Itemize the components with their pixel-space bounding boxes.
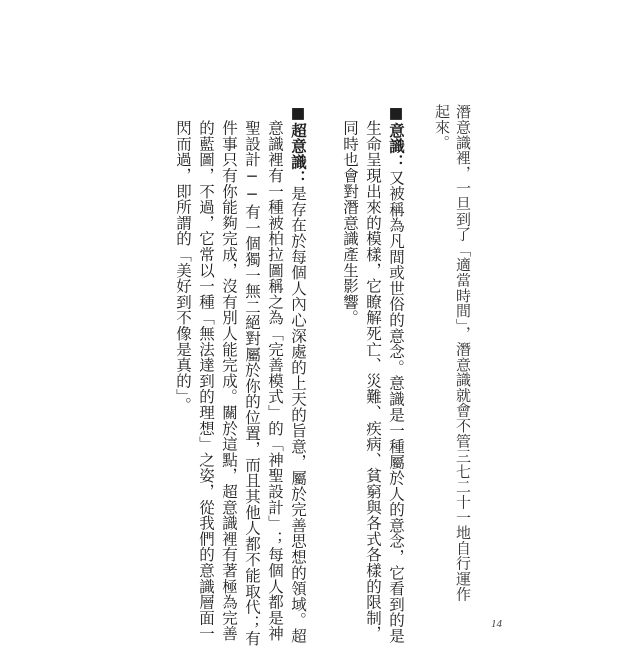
superconscious-line-2: 意識裡有一種被柏拉圖稱之為「完善模式」的「神聖設計」；每個人都是神 [266,120,284,642]
intro-line-2: 起來。 [433,104,451,150]
conscious-text-1: 又被稱為凡間或世俗的意念。意識是一種屬於人的意念，它看到的是 [387,169,405,644]
superconscious-line-4: 件事只有你能夠完成，沒有別人能完成。關於這點，超意識裡有著極為完善 [220,120,238,642]
conscious-line-2: 生命呈現出來的模樣，它瞭解死亡、災難、疾病、貧窮與各式各樣的限制， [364,120,382,642]
page-number: 14 [491,618,502,630]
conscious-term: ■意識： [387,104,405,170]
conscious-line-3: 同時也會對潛意識產生影響。 [341,120,359,326]
conscious-line-1 [385,104,406,644]
superconscious-term: ■超意識： [289,104,307,186]
superconscious-line-1 [287,104,308,644]
superconscious-line-6: 閃而過，即所謂的「美好到不像是真的」。 [174,120,192,413]
intro-line-1: 潛意識裡，一旦到了「適當時間」，潛意識就會不管三七二十一地自行運作 [454,104,472,602]
superconscious-line-3: 聖設計──有一個獨一無二絕對屬於你的位置，而且其他人都不能取代；有 [243,120,261,646]
superconscious-line-5: 的藍圖，不過，它常以一種「無法達到的理想」之姿，從我們的意識層面一 [197,120,215,642]
superconscious-text-1: 是存在於每個人內心深處的上天的旨意，屬於完善思想的領域。超 [289,185,307,644]
